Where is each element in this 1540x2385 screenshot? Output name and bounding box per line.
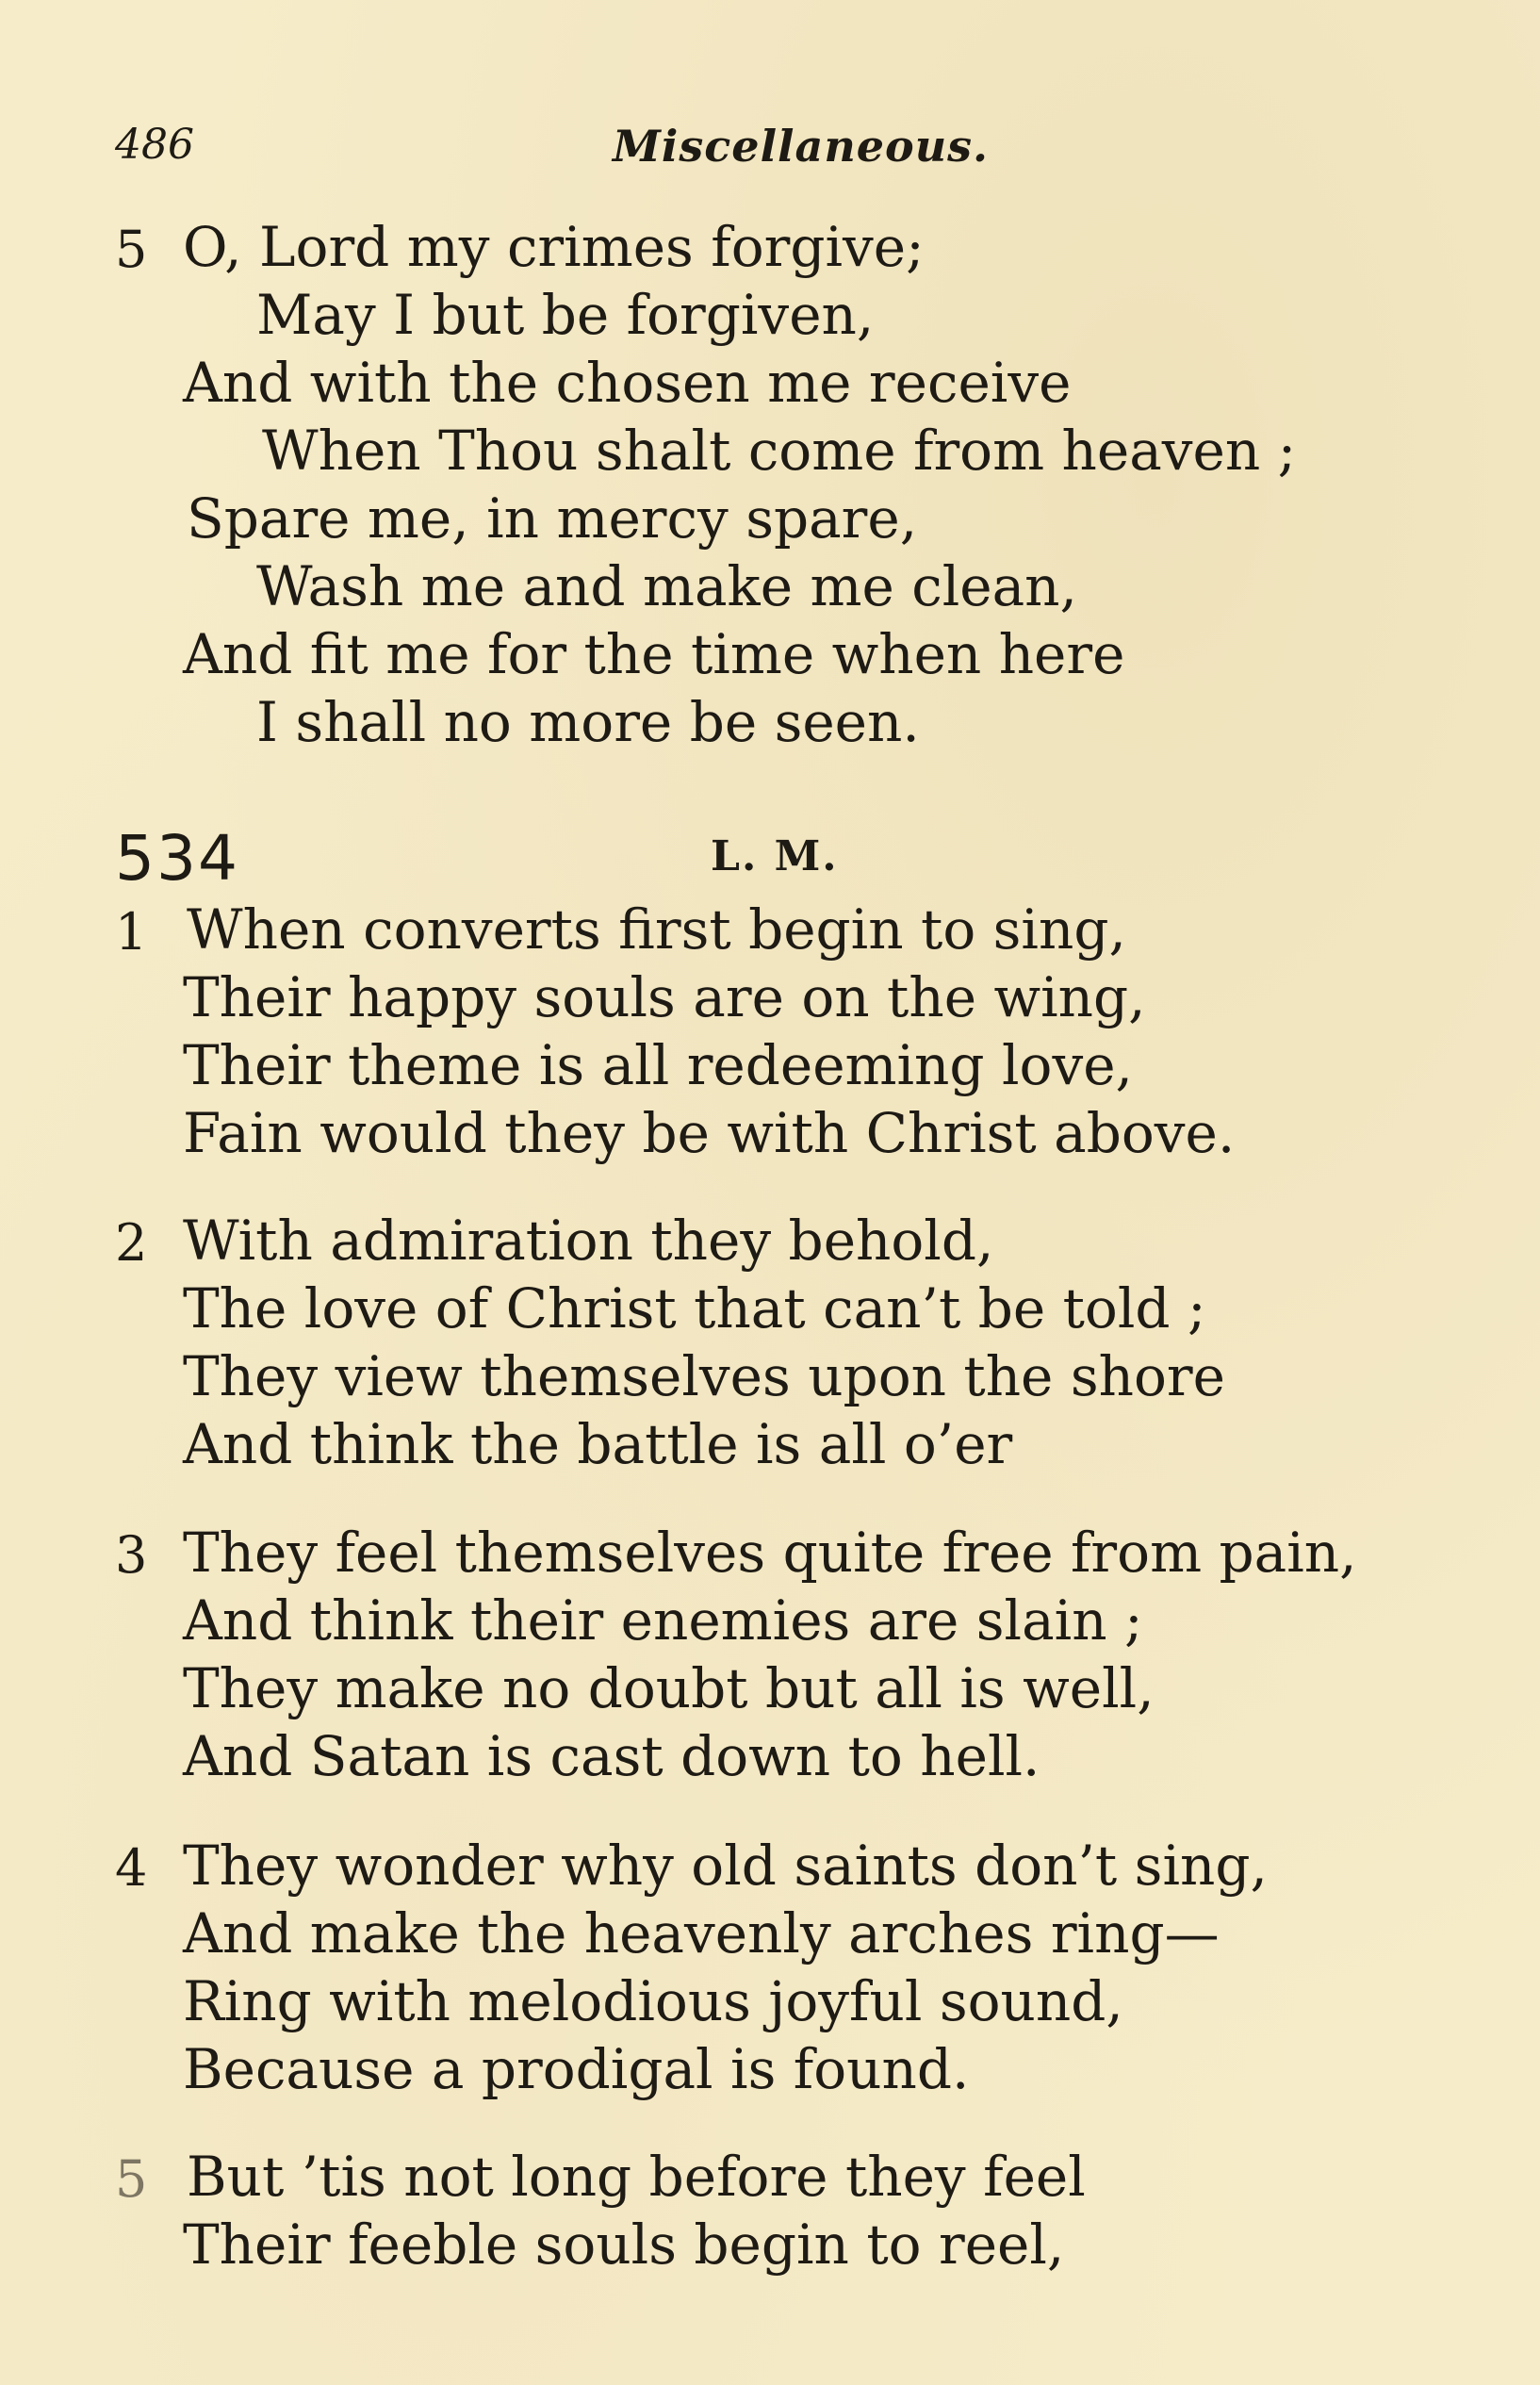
stanza-number: 4 (115, 1838, 148, 1898)
verse-line: When Thou shalt come from heaven ; (262, 419, 1297, 483)
section-title: Miscellaneous. (613, 121, 990, 172)
verse-line: Wash me and make me clean, (256, 554, 1077, 618)
page-number: 486 (115, 121, 194, 169)
stanza-number: 2 (115, 1213, 148, 1273)
verse-line: When converts first begin to sing, (187, 897, 1126, 962)
verse-line: Their happy souls are on the wing, (183, 965, 1146, 1029)
stanza-number: 5 (115, 220, 148, 279)
verse-line: O, Lord my crimes forgive; (183, 215, 925, 279)
verse-line: They make no doubt but all is well, (183, 1656, 1155, 1720)
verse-line: And Satan is cast down to hell. (183, 1724, 1040, 1788)
verse-line: And with the chosen me receive (183, 351, 1072, 415)
hymn-number: 534 (115, 822, 239, 895)
verse-line: Fain would they be with Christ above. (183, 1101, 1236, 1165)
verse-line: And think the battle is all o’er (183, 1412, 1013, 1476)
verse-line: But ’tis not long before they feel (187, 2145, 1086, 2209)
verse-line: I shall no more be seen. (256, 690, 920, 754)
verse-line: Their theme is all redeeming love, (183, 1033, 1133, 1097)
verse-line: May I but be forgiven, (256, 283, 875, 347)
verse-line: And think their enemies are slain ; (183, 1588, 1143, 1653)
stanza-number: 3 (115, 1525, 148, 1585)
verse-line: Spare me, in mercy spare, (187, 486, 918, 551)
running-head (0, 121, 1540, 177)
stanza-number: 5 (115, 2149, 148, 2209)
verse-line: They feel themselves quite free from pain, (183, 1521, 1357, 1585)
verse-line: And fit me for the time when here (183, 622, 1125, 686)
verse-line: With admiration they behold, (183, 1209, 994, 1273)
hymn-meter: L. M. (711, 832, 839, 880)
verse-line: They wonder why old saints don’t sing, (183, 1834, 1268, 1898)
verse-line: Their feeble souls begin to reel, (183, 2212, 1065, 2277)
verse-line: The love of Christ that can’t be told ; (183, 1276, 1206, 1341)
verse-line: Because a prodigal is found. (183, 2037, 970, 2101)
verse-line: They view themselves upon the shore (183, 1344, 1225, 1408)
verse-line: And make the heavenly arches ring— (183, 1901, 1220, 1966)
verse-line: Ring with melodious joyful sound, (183, 1969, 1123, 2033)
stanza-number: 1 (115, 902, 148, 962)
